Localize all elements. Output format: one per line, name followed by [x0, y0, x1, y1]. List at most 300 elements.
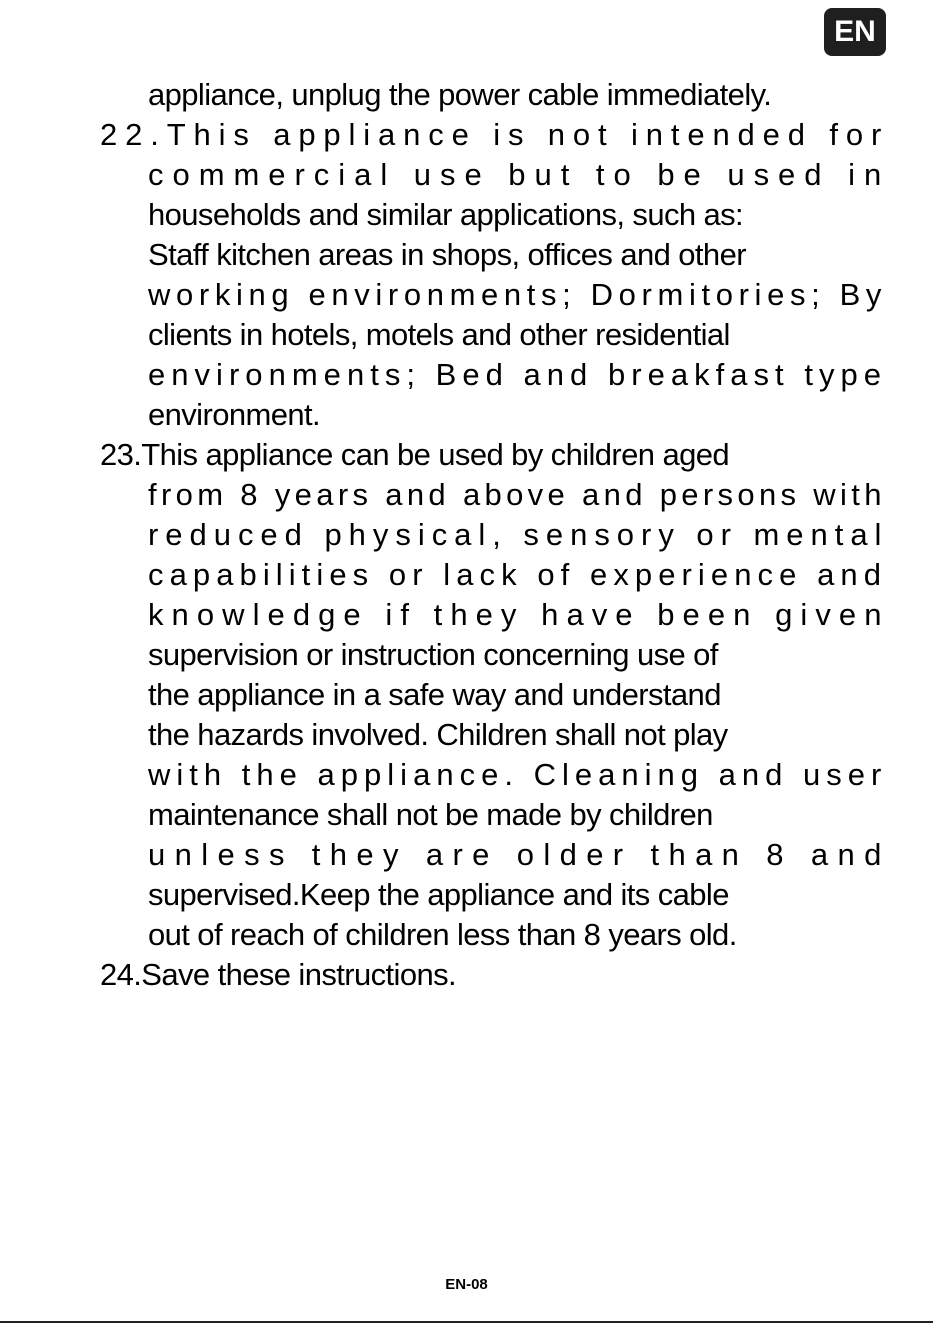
text-char: [227, 475, 236, 515]
text-char: s: [507, 117, 524, 152]
text-char: y: [658, 517, 675, 552]
text-char: d: [863, 557, 882, 592]
text-line: [100, 755, 882, 795]
text-char: s: [384, 357, 401, 392]
text-char: r: [631, 357, 643, 392]
text-char: r: [612, 837, 624, 872]
text-char: n: [603, 477, 622, 512]
text-char: l: [380, 157, 388, 192]
text-char: o: [506, 477, 524, 512]
text-char: 8: [766, 837, 785, 872]
text-char: [523, 555, 532, 595]
text-char: [429, 555, 438, 595]
text-char: o: [715, 277, 734, 312]
text-char: o: [245, 357, 264, 392]
text-char: 8: [240, 477, 259, 512]
text-char: s: [268, 837, 285, 872]
text-char: [813, 115, 822, 155]
text-char: t: [301, 557, 311, 592]
text-char: ,: [492, 517, 502, 552]
text-char: s: [753, 157, 770, 192]
text-char: [748, 835, 757, 875]
text-char: [369, 595, 378, 635]
text-char: e: [308, 277, 327, 312]
text-char: l: [874, 517, 882, 552]
text-char: n: [734, 557, 752, 592]
text-char: s: [594, 517, 611, 552]
text-char: e: [762, 117, 781, 152]
text-char: i: [316, 557, 324, 592]
text-char: n: [570, 517, 588, 552]
text-char: t: [241, 757, 251, 792]
text-char: h: [256, 757, 275, 792]
text-char: e: [707, 597, 726, 632]
text-char: r: [452, 837, 464, 872]
text-char: n: [657, 757, 676, 792]
text-char: n: [547, 117, 566, 152]
text-char: i: [216, 357, 224, 392]
text-char: e: [682, 597, 701, 632]
text-char: n: [840, 557, 859, 592]
text-char: o: [175, 477, 194, 512]
text-char: d: [787, 117, 806, 152]
text-char: y: [500, 597, 517, 632]
text-char: o: [196, 597, 215, 632]
text-char: [491, 155, 500, 195]
text-char: o: [737, 477, 756, 512]
text-char: i: [363, 117, 371, 152]
text-char: m: [753, 517, 780, 552]
text-char: [509, 355, 518, 395]
text-char: d: [570, 357, 588, 392]
text-char: f: [829, 117, 839, 152]
text-char: v: [194, 357, 211, 392]
text-char: a: [456, 557, 474, 592]
text-char: p: [324, 517, 343, 552]
text-char: d: [737, 117, 756, 152]
text-char: [262, 475, 271, 515]
text-line-content: environment.: [148, 397, 321, 432]
text-char: e: [683, 157, 702, 192]
text-char: n: [346, 357, 365, 392]
text-char: n: [406, 477, 425, 512]
text-char: p: [634, 557, 653, 592]
text-char: t: [804, 357, 814, 392]
text-char: e: [481, 277, 499, 312]
text-char: [681, 515, 690, 555]
text-char: k: [148, 597, 164, 632]
text-char: B: [839, 277, 861, 312]
text-char: [450, 475, 459, 515]
text-char: n: [810, 517, 829, 552]
text-char: i: [848, 157, 856, 192]
text-char: s: [541, 277, 558, 312]
text-char: o: [572, 117, 591, 152]
text-line-content: the appliance in a safe way and understand: [148, 677, 721, 712]
text-char: h: [203, 757, 222, 792]
text-char: k: [694, 357, 711, 392]
text-line: [100, 675, 882, 715]
text-line: [100, 435, 882, 475]
text-char: [396, 155, 405, 195]
text-char: m: [449, 277, 476, 312]
text-char: h: [450, 597, 469, 632]
text-char: a: [378, 117, 396, 152]
text-char: c: [431, 517, 448, 552]
text-char: [758, 595, 767, 635]
text-char: f: [715, 357, 725, 392]
text-char: a: [425, 837, 444, 872]
text-char: p: [298, 117, 317, 152]
text-char: b: [657, 157, 676, 192]
text-char: 2: [100, 117, 118, 152]
text-char: a: [216, 557, 234, 592]
text-char: s: [523, 517, 540, 552]
text-char: b: [239, 557, 258, 592]
text-char: e: [464, 157, 483, 192]
text-line: [100, 235, 882, 275]
instructions-text: [100, 75, 882, 995]
text-line: [100, 355, 882, 395]
text-char: a: [670, 357, 689, 392]
text-char: o: [537, 557, 556, 592]
text-char: b: [508, 157, 527, 192]
text-char: e: [778, 157, 796, 192]
text-char: a: [413, 757, 431, 792]
text-char: T: [166, 117, 187, 152]
text-char: y: [382, 837, 399, 872]
text-char: t: [370, 357, 380, 392]
text-char: s: [244, 837, 261, 872]
text-line-content: appliance, unplug the power cable immediately.: [148, 77, 772, 112]
text-char: r: [148, 517, 159, 552]
text-char: m: [657, 277, 684, 312]
text-char: p: [840, 357, 859, 392]
text-char: l: [252, 597, 260, 632]
text-line: [100, 115, 882, 155]
text-char: l: [478, 517, 486, 552]
text-char: [499, 835, 508, 875]
text-char: e: [590, 557, 608, 592]
text-char: e: [217, 837, 236, 872]
text-char: a: [273, 117, 291, 152]
text-char: C: [533, 757, 557, 792]
text-char: t: [598, 117, 608, 152]
text-line: [100, 835, 882, 875]
text-char: m: [291, 357, 319, 392]
text-char: s: [440, 157, 457, 192]
text-char: s: [233, 117, 250, 152]
text-char: c: [428, 117, 445, 152]
text-char: t: [834, 517, 844, 552]
text-char: d: [292, 597, 311, 632]
text-char: e: [329, 557, 348, 592]
text-char: [825, 275, 834, 315]
text-char: e: [294, 477, 313, 512]
text-line-content: households and similar applications, such as:: [148, 197, 744, 232]
text-char: i: [754, 277, 762, 312]
text-char: i: [644, 757, 652, 792]
text-char: a: [316, 477, 334, 512]
text-char: t: [650, 837, 660, 872]
text-char: h: [329, 837, 348, 872]
text-char: s: [395, 517, 412, 552]
text-char: o: [176, 277, 194, 312]
text-char: k: [501, 557, 518, 592]
text-char: e: [658, 557, 676, 592]
text-char: e: [779, 557, 797, 592]
text-char: c: [313, 157, 330, 192]
text-char: n: [174, 837, 193, 872]
text-char: r: [870, 757, 882, 792]
text-char: i: [375, 277, 383, 312]
text-char: n: [741, 757, 760, 792]
text-line-content: maintenance shall not be made by children: [148, 797, 713, 832]
text-char: [830, 155, 839, 195]
text-char: s: [352, 477, 369, 512]
text-char: r: [738, 277, 750, 312]
text-char: p: [323, 117, 342, 152]
text-char: [531, 115, 540, 155]
text-char: k: [214, 277, 231, 312]
text-char: l: [387, 757, 395, 792]
text-char: [578, 155, 587, 195]
text-char: d: [284, 517, 303, 552]
text-char: n: [712, 117, 731, 152]
text-char: e: [451, 117, 470, 152]
text-char: n: [546, 357, 565, 392]
text-char: [294, 275, 303, 315]
text-char: a: [454, 517, 472, 552]
text-char: h: [864, 477, 882, 512]
text-char: a: [817, 557, 835, 592]
text-char: s: [826, 757, 843, 792]
text-char: i: [688, 277, 697, 312]
text-char: [303, 755, 312, 795]
text-char: c: [757, 557, 774, 592]
text-char: c: [148, 557, 164, 592]
text-char: y: [274, 477, 291, 512]
text-char: e: [786, 517, 805, 552]
text-char: e: [767, 277, 785, 312]
text-char: l: [443, 557, 451, 592]
text-char: e: [165, 517, 184, 552]
text-char: r: [681, 557, 693, 592]
text-char: i: [262, 557, 271, 592]
text-char: u: [148, 837, 166, 872]
text-char: [294, 835, 303, 875]
text-char: v: [815, 597, 832, 632]
text-char: t: [560, 157, 570, 192]
text-char: .: [504, 757, 514, 792]
text-char: m: [197, 477, 224, 512]
text-char: d: [804, 157, 823, 192]
text-char: B: [435, 357, 457, 392]
text-char: r: [641, 517, 652, 552]
text-char: [793, 835, 802, 875]
text-char: d: [485, 357, 504, 392]
text-char: n: [645, 117, 664, 152]
text-char: h: [193, 117, 212, 152]
text-char: h: [541, 597, 559, 632]
text-char: [640, 155, 649, 195]
text-char: n: [621, 757, 640, 792]
text-char: h: [348, 517, 367, 552]
text-char: [615, 115, 624, 155]
text-line: [100, 915, 882, 955]
text-line-content: the hazards involved. Children shall not play: [148, 717, 728, 752]
text-char: [519, 755, 528, 795]
text-char: c: [237, 517, 254, 552]
text-char: a: [317, 757, 336, 792]
text-char: [800, 475, 809, 515]
text-char: r: [720, 517, 732, 552]
text-char: u: [802, 757, 821, 792]
text-line-content: out of reach of children less than 8 years old.: [148, 917, 737, 952]
text-char: i: [417, 517, 426, 552]
text-char: [738, 515, 747, 555]
text-char: n: [864, 597, 882, 632]
text-line: [100, 635, 882, 675]
text-line: [100, 715, 882, 755]
text-char: g: [318, 597, 336, 632]
text-char: e: [681, 477, 700, 512]
text-char: t: [670, 117, 680, 152]
text-char: g: [775, 597, 793, 632]
text-char: i: [800, 597, 808, 632]
text-char: n: [403, 117, 421, 152]
text-char: v: [591, 597, 608, 632]
text-char: w: [148, 277, 171, 312]
text-char: [576, 275, 585, 315]
text-char: y: [865, 277, 882, 312]
text-char: o: [845, 117, 864, 152]
text-char: [374, 555, 383, 595]
text-char: w: [813, 477, 837, 512]
text-char: [257, 115, 266, 155]
text-char: r: [198, 277, 210, 312]
text-char: e: [710, 557, 729, 592]
text-char: [790, 355, 799, 395]
text-char: o: [613, 157, 632, 192]
text-char: a: [169, 557, 188, 592]
text-line: [100, 555, 882, 595]
text-char: u: [413, 157, 432, 192]
text-char: y: [818, 357, 835, 392]
text-line: [100, 795, 882, 835]
text-char: a: [850, 517, 869, 552]
text-char: o: [172, 157, 191, 192]
text-char: y: [372, 517, 389, 552]
text-char: t: [701, 277, 711, 312]
text-char: o: [618, 277, 637, 312]
text-char: ;: [562, 277, 572, 312]
text-line-content: 23.This appliance can be used by children aged: [100, 437, 730, 472]
text-char: c: [459, 757, 476, 792]
bottom-divider: [0, 1321, 933, 1323]
text-char: t: [851, 477, 861, 512]
text-char: [508, 515, 517, 555]
text-char: w: [222, 597, 246, 632]
text-char: d: [559, 837, 578, 872]
text-char: r: [294, 157, 306, 192]
text-char: a: [598, 757, 616, 792]
text-char: e: [462, 357, 481, 392]
text-line: [100, 875, 882, 915]
text-char: e: [545, 517, 564, 552]
text-char: r: [160, 477, 172, 512]
text-char: i: [235, 277, 244, 312]
text-line: [100, 315, 882, 355]
text-char: x: [613, 557, 630, 592]
text-char: [704, 755, 713, 795]
text-char: e: [343, 597, 362, 632]
text-char: n: [733, 597, 751, 632]
text-char: n: [171, 357, 190, 392]
text-char: l: [275, 557, 284, 592]
text-char: a: [523, 357, 542, 392]
text-char: a: [718, 757, 737, 792]
text-char: n: [436, 757, 455, 792]
text-char: [575, 555, 584, 595]
text-char: f: [148, 477, 158, 512]
text-char: [408, 835, 417, 875]
text-line: [100, 515, 882, 555]
text-char: g: [271, 277, 290, 312]
text-char: a: [462, 477, 481, 512]
text-char: m: [198, 157, 226, 192]
text-char: d: [625, 477, 643, 512]
text-line-content: supervision or instruction concerning use of: [148, 637, 718, 672]
text-char: p: [364, 757, 382, 792]
text-char: [710, 155, 719, 195]
text-char: n: [268, 357, 287, 392]
text-char: [372, 475, 381, 515]
text-char: d: [428, 477, 447, 512]
text-char: t: [775, 357, 785, 392]
text-char: o: [403, 277, 422, 312]
text-line: [100, 595, 882, 635]
text-char: i: [840, 477, 848, 512]
text-char: [309, 515, 318, 555]
text-char: b: [607, 357, 626, 392]
text-char: r: [337, 477, 349, 512]
text-char: [593, 355, 602, 395]
text-char: t: [433, 597, 443, 632]
text-char: e: [481, 757, 499, 792]
text-char: a: [810, 837, 829, 872]
text-char: r: [228, 357, 240, 392]
text-line-content: clients in hotels, motels and other residential: [148, 317, 730, 352]
text-char: n: [863, 157, 882, 192]
text-char: p: [659, 477, 678, 512]
text-char: s: [753, 357, 770, 392]
text-char: a: [354, 157, 372, 192]
text-char: n: [171, 597, 190, 632]
text-char: i: [697, 557, 706, 592]
text-line: [100, 955, 882, 995]
text-char: b: [484, 477, 503, 512]
text-char: r: [641, 277, 653, 312]
text-char: c: [148, 157, 164, 192]
text-char: e: [472, 837, 490, 872]
text-line: [100, 75, 882, 115]
text-char: u: [213, 517, 232, 552]
text-char: l: [561, 757, 570, 792]
text-char: p: [192, 557, 211, 592]
text-line: [100, 155, 882, 195]
text-char: ;: [811, 277, 821, 312]
